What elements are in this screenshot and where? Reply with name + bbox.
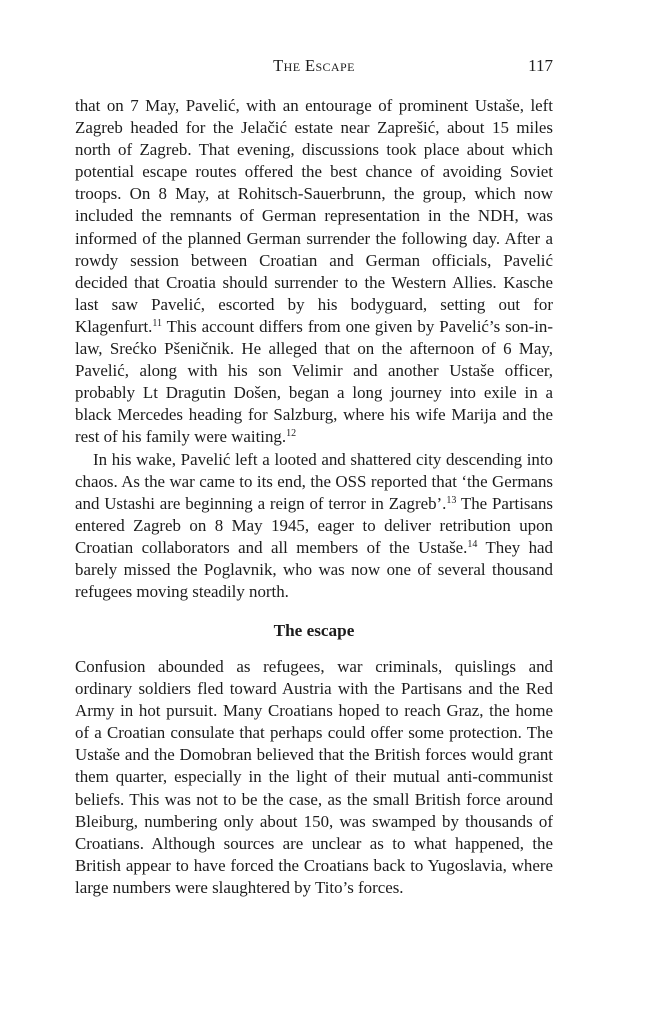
paragraph-text: that on 7 May, Pavelić, with an entourage of prominent Ustaše, left Zagreb headed for the Jelačić estate near Zaprešić, about 15 miles north of Zagreb. That evening, discussions took place about which potential escape routes offered the best chance of avoiding Soviet troops. On 8 May, at Rohitsch-Sauerbrunn, the group, which now included the remnants of German representation in the NDH, was informed of the planned German surrender the following day. After a rowdy session between Croatian and German officials, Pavelić decided that Croatia should surrender to the Western Allies. Kasche last saw Pavelić, escorted by his bodyguard, setting out for Klagenfurt. — [75, 96, 553, 336]
paragraph-text: The Partisans entered Zagreb on 8 May 1945, eager to deliver retribution upon Croatian collaborators and all members of the Ustaše. — [75, 493, 553, 557]
footnote-ref: 11 — [152, 317, 163, 329]
footnote-ref: 14 — [467, 538, 478, 550]
running-head — [75, 56, 553, 78]
footnote-ref: 13 — [446, 494, 457, 506]
paragraph: Confusion abounded as refugees, war criminals, quislings and ordinary soldiers fled toward Austria with the Partisans and the Red Army in hot pursuit. Many Croatians hoped to reach Graz, the home of a Croatian consulate that perhaps could offer some protection. The Ustaše and the Domobran believed that the British forces would grant them quarter, especially in the light of their mutual anti-communist beliefs. This was not to be the case, as the small British force around Bleiburg, numbering only about 150, was swamped by thousands of Croatians. Although sources are unclear as to what happened, the British appear to have forced the Croatians back to Yugoslavia, where large numbers were slaughtered by Tito’s forces. — [75, 657, 553, 897]
paragraph — [75, 449, 553, 604]
footnote-ref: 12 — [286, 428, 297, 440]
paragraph-text: This account differs from one given by Pavelić’s son-in-law, Srećko Pšeničnik. He alleged that on the afternoon of 6 May, Pavelić, along with his son Velimir and another Ustaše officer, probably Lt Dragutin Došen, began a long journey into exile in a black Mercedes heading for Salzburg, where his wife Marija and the rest of his family were waiting. — [75, 316, 553, 447]
page-number: 117 — [528, 56, 553, 75]
section-heading: The escape — [273, 621, 355, 640]
running-title: The Escape — [273, 56, 355, 75]
paragraph-text: They had barely missed the Poglavnik, who was now one of several thousand refugees moving steadily north. — [75, 537, 553, 602]
body-text-section — [75, 656, 553, 899]
body-text-intro — [75, 95, 553, 603]
paragraph-text: In his wake, Pavelić left a looted and shattered city descending into chaos. As the war came to its end, the OSS reported that ‘the Germans and Ustashi are beginning a reign of terror in Zagreb’. — [75, 449, 553, 513]
paragraph — [75, 95, 553, 449]
